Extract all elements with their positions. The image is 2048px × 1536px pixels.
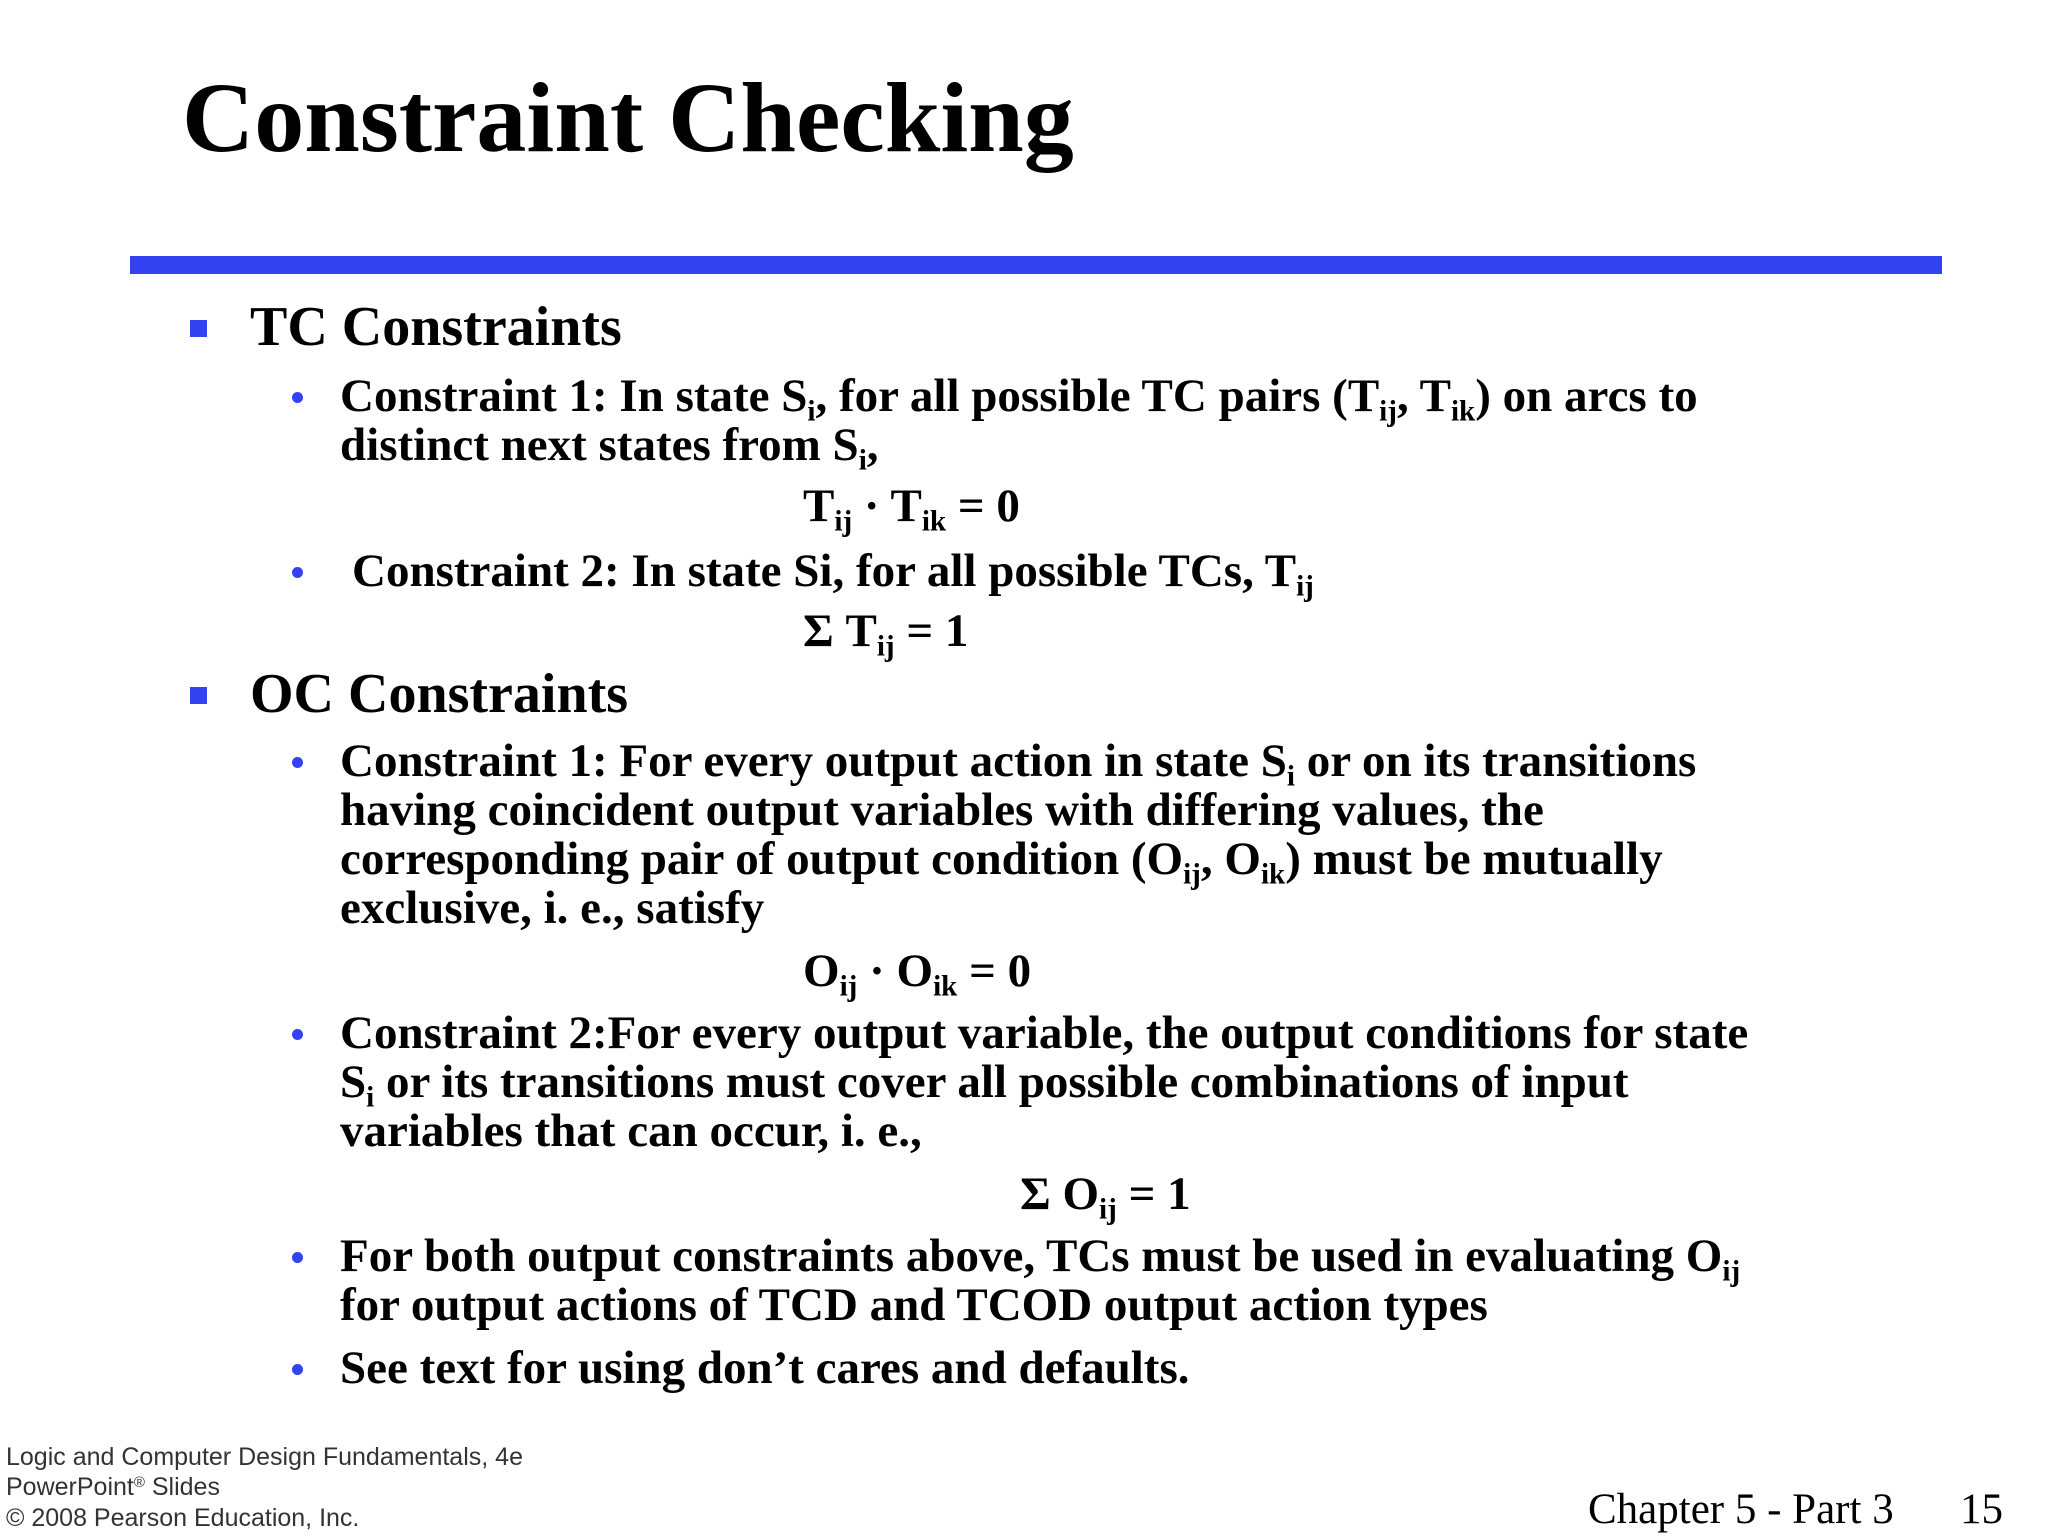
tc-eq2-rhs: = 1 (894, 605, 969, 657)
dot-bullet-icon (292, 1252, 303, 1263)
square-bullet-icon (190, 687, 207, 704)
tc-eq1-op: · T (852, 480, 922, 532)
tc-constraint-1-line-1 (340, 369, 1698, 428)
tc-eq1-t1: T (803, 480, 835, 532)
tc-c1-line2-text: distinct next states from S (340, 419, 859, 471)
oc-constraint-2-line-3: variables that can occur, i. e., (340, 1105, 922, 1157)
oc-constraint-1-line-4: exclusive, i. e., satisfy (340, 882, 765, 934)
oc-constraint-2-line-1: Constraint 2:For every output variable, the output conditions for state (340, 1007, 1749, 1059)
oc-c1-line3-c: ) must be mutually (1285, 833, 1663, 885)
tc-c2-text: Constraint 2: In state Si, for all possible TCs, T (352, 545, 1297, 597)
oc-c1-sub-a: i (1286, 760, 1296, 793)
oc-eq2-lhs: Σ O (1020, 1168, 1100, 1220)
footer-page-number: 15 (1960, 1486, 2003, 1533)
tc-c1-line2-sub: i (858, 444, 867, 477)
tc-c1-sub-a: i (807, 395, 816, 428)
oc-eq1-op: · O (857, 945, 934, 997)
oc-c1-line3-sub2: ik (1260, 858, 1286, 891)
slide-title: Constraint Checking (182, 62, 1074, 173)
dot-bullet-icon (292, 567, 303, 578)
tc-c1-sub-b: ij (1379, 395, 1397, 428)
tc-c1-text-a: Constraint 1: In state S (340, 370, 808, 422)
tc-eq2-sub: ij (876, 630, 895, 663)
oc-eq1-t2-sub: ik (933, 970, 958, 1003)
dot-bullet-icon (292, 1364, 303, 1375)
square-bullet-icon (190, 320, 207, 337)
oc-constraint-1-line-2: having coincident output variables with differing values, the (340, 784, 1544, 836)
footer-registered-mark: ® (133, 1473, 145, 1491)
tc-eq1-rhs: = 0 (946, 480, 1020, 532)
tc-c1-text-c: , T (1396, 370, 1451, 422)
oc-constraint-1-line-1 (340, 734, 1697, 793)
tc-c2-sub: ij (1296, 570, 1314, 603)
footer-copyright: © 2008 Pearson Education, Inc. (6, 1504, 360, 1532)
tc-eq2-lhs: Σ T (803, 605, 877, 657)
oc-c2-line2-a: S (340, 1056, 367, 1108)
tc-c1-sub-c: ik (1450, 395, 1476, 428)
title-divider (130, 256, 1942, 274)
tc-eq1-t1-sub: ij (834, 505, 853, 538)
oc-equation-1 (803, 944, 1032, 1003)
oc-c3-line1-sub: ij (1722, 1255, 1741, 1288)
tc-equation-1 (803, 479, 1020, 538)
dot-bullet-icon (292, 757, 303, 768)
oc-eq2-sub: ij (1099, 1193, 1117, 1226)
footer-book-slides (6, 1475, 220, 1500)
tc-c1-text-b: , for all possible TC pairs (T (815, 370, 1380, 422)
tc-constraints-heading: TC Constraints (250, 296, 622, 358)
tc-constraint-1-line-2 (340, 418, 879, 477)
footer-powerpoint-text: PowerPoint (6, 1473, 134, 1501)
oc-c1-text-a: Constraint 1: For every output action in state S (340, 735, 1287, 787)
oc-c1-line3-sub1: ij (1183, 858, 1201, 891)
oc-eq1-t1: O (803, 945, 840, 997)
oc-c1-line3-b: , O (1200, 833, 1261, 885)
footer-chapter: Chapter 5 - Part 3 (1588, 1486, 1894, 1533)
oc-equation-2 (1020, 1167, 1191, 1226)
tc-c1-line2-end: , (866, 419, 879, 471)
dot-bullet-icon (292, 1029, 303, 1040)
oc-constraint-2-line-2 (340, 1055, 1629, 1114)
footer-slides-text: Slides (144, 1473, 220, 1501)
oc-constraint-3-line-2: for output actions of TCD and TCOD output action types (340, 1279, 1488, 1331)
tc-equation-2 (803, 604, 969, 663)
tc-constraint-2 (352, 544, 1314, 603)
oc-constraint-3-line-1 (340, 1229, 1741, 1288)
oc-eq1-rhs: = 0 (957, 945, 1032, 997)
dot-bullet-icon (292, 392, 303, 403)
tc-c1-text-d: ) on arcs to (1475, 370, 1698, 422)
oc-c3-line1-text: For both output constraints above, TCs must be used in evaluating O (340, 1230, 1723, 1282)
oc-c1-text-b: or on its transitions (1295, 735, 1697, 787)
oc-constraints-heading: OC Constraints (250, 663, 629, 725)
tc-eq1-t2-sub: ik (921, 505, 947, 538)
oc-eq2-rhs: = 1 (1116, 1168, 1191, 1220)
oc-c2-line2-b: or its transitions must cover all possible combinations of input (374, 1056, 1629, 1108)
oc-eq1-t1-sub: ij (839, 970, 858, 1003)
oc-constraint-4: See text for using don’t cares and defaults. (340, 1342, 1190, 1394)
oc-c1-line3-a: corresponding pair of output condition (O (340, 833, 1184, 885)
oc-c2-line2-sub: i (366, 1081, 375, 1114)
footer-book-title: Logic and Computer Design Fundamentals, 4e (6, 1443, 523, 1471)
oc-constraint-1-line-3 (340, 832, 1663, 891)
